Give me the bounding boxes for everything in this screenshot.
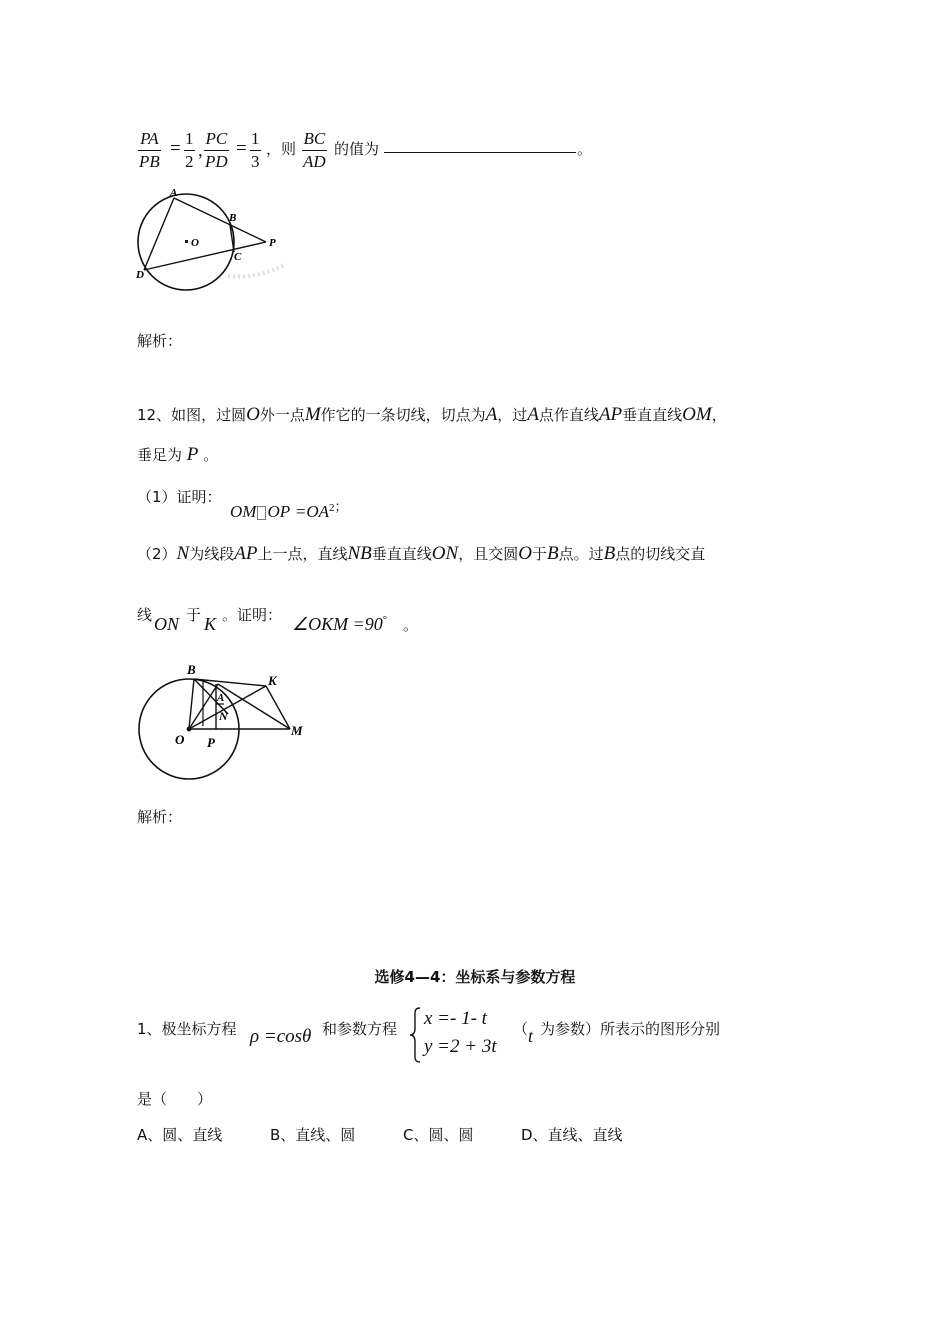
math-var: N	[176, 543, 190, 564]
text-run: 作它的一条切线，切点为	[320, 406, 486, 424]
math-var: O	[518, 543, 532, 564]
segment-km	[266, 686, 290, 729]
text-run: ，	[711, 406, 727, 424]
q1-answer-paren: 是（ ）	[137, 1090, 213, 1108]
segment-ad	[144, 198, 174, 270]
q12-part1-label: （1）证明：	[137, 488, 222, 506]
fraction-one-third: 1 3	[251, 129, 260, 171]
label-p: P	[207, 735, 215, 750]
q12-line-4: 线	[137, 606, 153, 624]
label-n: N	[219, 709, 228, 723]
math-var: A	[527, 404, 539, 425]
math-var: AP	[598, 404, 623, 425]
answer-blank[interactable]	[384, 152, 576, 153]
equals-sign: =	[236, 138, 247, 159]
center-dot	[185, 240, 188, 243]
text-run: 外一点	[259, 406, 305, 424]
fraction-one-half: 1 2	[185, 129, 194, 171]
var-t: t	[528, 1026, 534, 1046]
missing-glyph-box	[257, 506, 266, 520]
q1-suffix: 为参数）所表示的图形分别	[540, 1020, 721, 1038]
center-dot	[187, 727, 192, 732]
label-o: O	[191, 237, 199, 249]
tangent-bk	[194, 679, 266, 686]
option-b[interactable]: B、直线、圆	[270, 1126, 356, 1144]
var-k: K	[204, 614, 217, 634]
label-m: M	[291, 723, 303, 738]
angle-expression: ∠OKM =90°	[292, 614, 388, 634]
option-d[interactable]: D、直线、直线	[521, 1126, 623, 1144]
var-on: ON	[154, 614, 180, 634]
fraction-bc-ad: BC AD	[303, 129, 326, 171]
q1-mid-text: 和参数方程	[322, 1020, 398, 1038]
fraction-pc-pd: PC PD	[205, 129, 228, 171]
label-b: B	[187, 662, 196, 677]
option-c[interactable]: C、圆、圆	[403, 1126, 474, 1144]
label-a: A	[170, 187, 178, 199]
text-run: 垂直直线	[371, 545, 432, 563]
text-run: 垂直直线	[622, 406, 683, 424]
q12-line-2: 垂足为 P 。	[137, 444, 219, 465]
q11-circle-figure	[128, 184, 298, 302]
math-var: NB	[347, 543, 372, 564]
q12-circle-figure	[128, 656, 318, 782]
section-title: 选修4—4：坐标系与参数方程	[374, 968, 576, 986]
label-d: D	[136, 269, 144, 281]
analysis-label: 解析：	[137, 808, 183, 826]
system-equation-1: x =- 1- t	[424, 1008, 487, 1029]
option-a[interactable]: A、圆、直线	[137, 1126, 223, 1144]
label-a: A	[217, 692, 225, 704]
var-p: P	[186, 444, 199, 465]
scan-noise	[228, 264, 286, 277]
text-run: 点。过	[558, 545, 604, 563]
text-run: 为线段	[189, 545, 235, 563]
text-run: ，过	[497, 406, 528, 424]
segment-ap	[174, 198, 266, 242]
text-value-is: 的值为	[334, 140, 380, 158]
math-var: M	[304, 404, 321, 425]
text-run: 上一点，直线	[257, 545, 348, 563]
label-o: O	[175, 732, 185, 747]
comma: ,	[198, 140, 203, 161]
analysis-label: 解析：	[137, 332, 183, 350]
polar-equation: ρ =cosθ	[250, 1026, 312, 1047]
math-var: OM	[682, 404, 712, 425]
label-b: B	[229, 212, 237, 224]
text-run: 点的切线交直	[615, 545, 706, 563]
label-c: C	[234, 251, 242, 263]
period: 。	[577, 140, 593, 158]
segment-dp	[144, 242, 266, 270]
text-run: ，且交圆	[458, 545, 519, 563]
text-run: 于	[531, 545, 547, 563]
equals-sign: =	[170, 138, 181, 159]
math-var: A	[485, 404, 498, 425]
q12-line-1	[137, 404, 727, 426]
text-then: ，则	[266, 140, 297, 158]
math-var: B	[603, 543, 616, 564]
math-var: AP	[234, 543, 258, 564]
math-var: O	[246, 404, 260, 425]
label-k: K	[268, 673, 277, 688]
q12-part1-expression: OM OP $=OA^2$；	[230, 500, 348, 521]
q12-part2-line	[137, 543, 705, 565]
system-equation-2: y =2 + 3t	[424, 1036, 497, 1057]
text-run: 点作直线	[538, 406, 599, 424]
left-brace-icon	[408, 1006, 422, 1064]
text-run: （2）	[137, 545, 177, 563]
math-var: B	[546, 543, 559, 564]
math-var: ON	[431, 543, 459, 564]
label-p: P	[269, 237, 276, 249]
fraction-pa-pb: PA PB	[139, 129, 160, 171]
q1-prefix: 1、极坐标方程	[137, 1020, 237, 1038]
text-run: 12、如图，过圆	[137, 406, 247, 424]
